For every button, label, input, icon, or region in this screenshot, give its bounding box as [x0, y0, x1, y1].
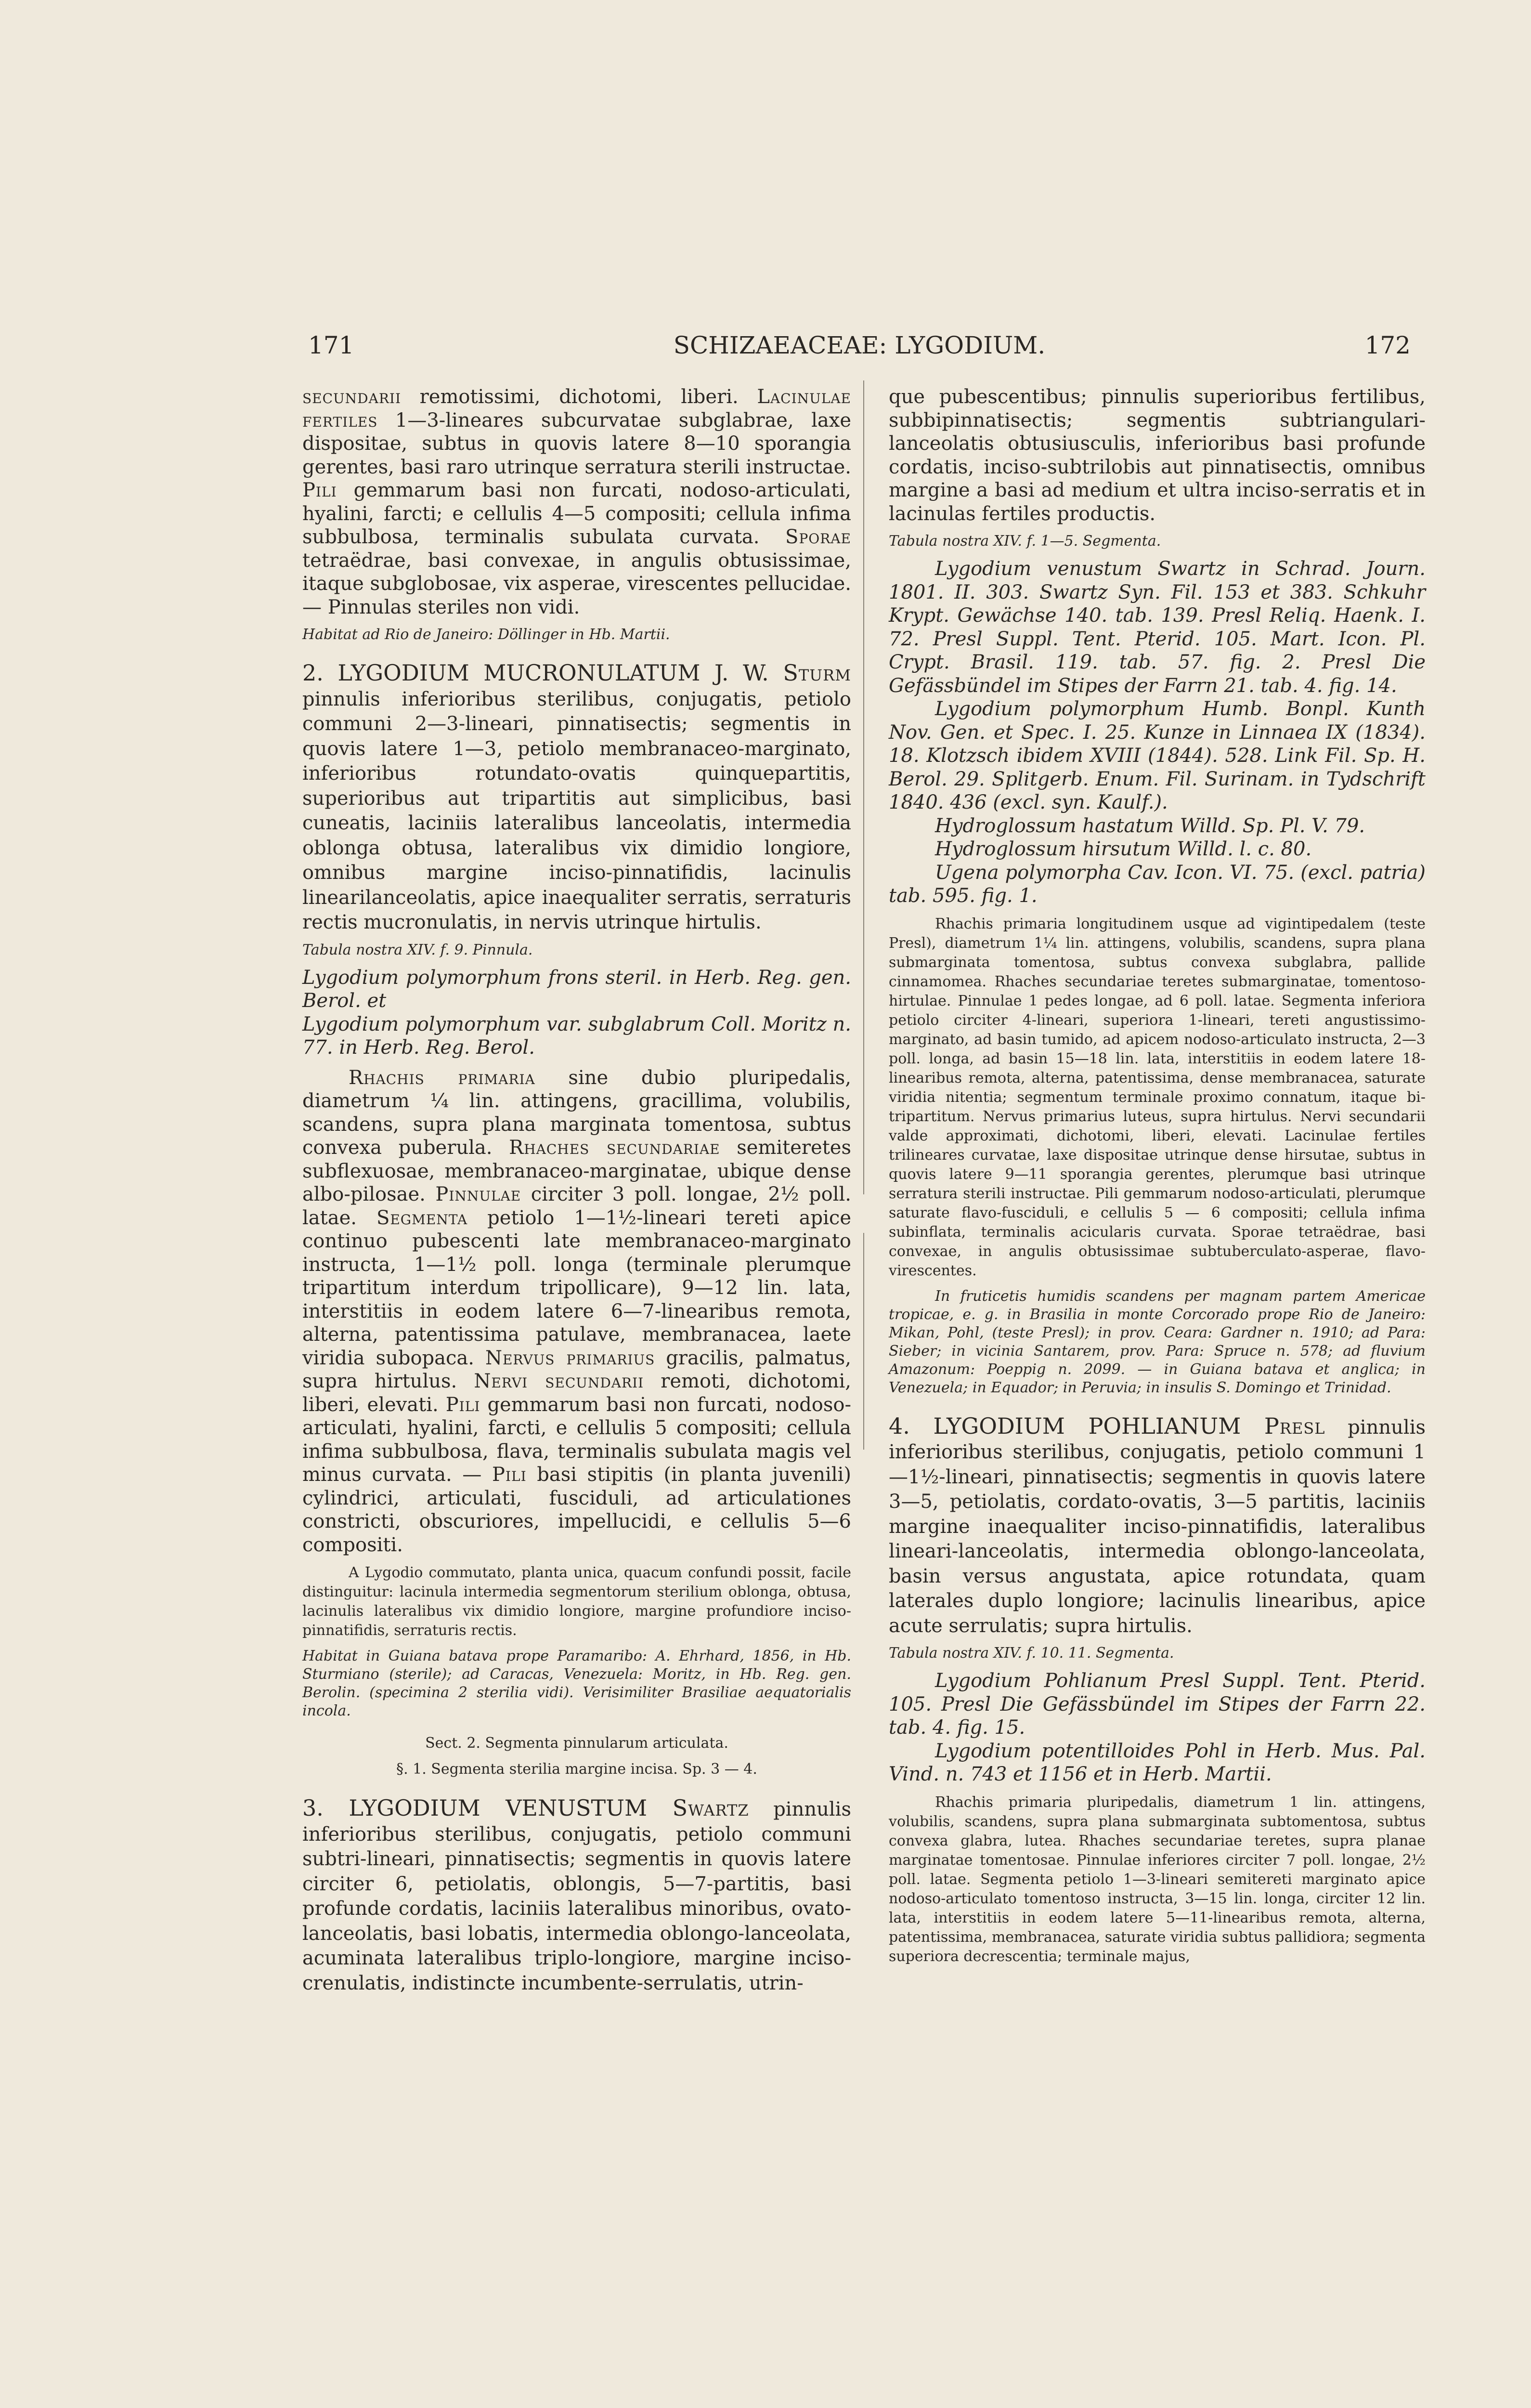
- distinction-note: A Lygodio commutato, planta unica, quacum confundi possit, facile distinguitur: lacinula intermedia segmentorum sterilium oblonga, obtusa, lacinulis lateralibus vix dimidio longiore, margine profundiore inciso-pinnatifidis, serraturis rectis.: [302, 1564, 851, 1639]
- column-divider: [863, 380, 864, 1194]
- synonym: Hydroglossum hastatum Willd. Sp. Pl. V. 79.: [935, 814, 1365, 837]
- author: Swartz: [672, 1795, 749, 1821]
- synonym: Lygodium polymorphum Humb. Bonpl. Kunth Nov. Gen. et Spec. I. 25. Kunze in Linnaea IX (1834). 18. Klotzsch ibidem XVIII (1844). 528. Link Fil. Sp. H. Berol. 29. Splitgerb. Enum. Fil. Surinam. in Tydschrift 1840. 436 (excl. syn. Kaulf.).: [889, 698, 1426, 813]
- species-2-diagnosis: 2. LYGODIUM MUCRONULATUM J. W. Sturm pinnulis inferioribus sterilibus, conjugatis, petiolo communi 2—3-lineari, pinnatisectis; segmentis in quovis latere 1—3, petiolo membranaceo-marginato, inferioribus rotundato-ovatis quinquepartitis, superioribus aut tripartitis aut simplicibus, basi cuneatis, laciniis lateralibus lanceolatis, intermedia oblonga obtusa, lateralibus vix dimidio longiore, omnibus margine inciso-pinnatifidis, lacinulis linearilanceolatis, apice inaequaliter serratis, serraturis rectis mucronulatis, in nervis utrinque hirtulis.: [302, 660, 851, 933]
- species-heading: 3. LYGODIUM VENUSTUM: [302, 1795, 648, 1821]
- synonym: Hydroglossum hirsutum Willd. l. c. 80.: [935, 838, 1312, 860]
- species-1-description: secundarii remotissimi, dichotomi, liberi. Lacinulae fertiles 1—3-lineares subcurvatae subglabrae, laxe dispositae, subtus in quovis latere 8—10 sporangia gerentes, basi raro utrinque serratura sterili instructae. Pili gemmarum basi non furcati, nodoso-articulati, hyalini, farcti; e cellulis 4—5 compositi; cellula infima subbulbosa, terminalis subulata curvata. Sporae tetraëdrae, basi convexae, in angulis obtusissimae, itaque subglobosae, vix asperae, virescentes pellucidae. — Pinnulas steriles non vidi.: [302, 386, 851, 618]
- column-divider: [863, 1233, 864, 1450]
- species-3-diagnosis: 3. LYGODIUM VENUSTUM Swartz pinnulis inferioribus sterilibus, conjugatis, petiolo communi subtri-lineari, pinnatisectis; segmentis in quovis latere circiter 6, petiolatis, oblongis, 5—7-partitis, basi profunde cordatis, laciniis lateralibus minoribus, ovato-lanceolatis, basi lobatis, intermedia oblongo-lanceolata, acuminata lateralibus triplo-longiore, margine inciso-crenulatis, indistincte incumbente-serrulatis, utrin-: [302, 1795, 851, 1994]
- right-column: [889, 385, 1426, 1966]
- synonym: Lygodium polymorphum frons steril. in Herb. Reg. gen. Berol. et: [302, 966, 851, 1012]
- habitat-note: In fruticetis humidis scandens per magnam partem Americae tropicae, e. g. in Brasilia in monte Corcorado prope Rio de Janeiro: Mikan, Pohl, (teste Presl); in prov. Ceara: Gardner n. 1910; ad Para: Sieber; in vicinia Santarem, prov. Para: Spruce n. 578; ad fluvium Amazonum: Poeppig n. 2099. — in Guiana batava et anglica; in Venezuela; in Equador; in Peruvia; in insulis S. Domingo et Trinidad.: [889, 1287, 1426, 1396]
- plate-reference: Tabula nostra XIV. f. 10. 11. Segmenta.: [889, 1645, 1174, 1662]
- author: Sturm: [783, 660, 851, 686]
- left-column: [302, 385, 851, 1995]
- synonym: Ugena polymorpha Cav. Icon. VI. 75. (excl. patria) tab. 595. fig. 1.: [889, 861, 1426, 907]
- author: Presl: [1264, 1413, 1325, 1439]
- habitat-note: Habitat ad Rio de Janeiro: Döllinger in Hb. Martii.: [302, 626, 670, 643]
- species-2-description: Rhachis primaria sine dubio pluripedalis, diametrum ¼ lin. attingens, gracillima, volubilis, scandens, supra plana marginata tomentosa, subtus convexa puberula. Rhaches secundariae semiteretes subflexuosae, membranaceo-marginatae, ubique dense albo-pilosae. Pinnulae circiter 3 poll. longae, 2½ poll. latae. Segmenta petiolo 1—1½-lineari tereti apice continuo pubescenti late membranaceo-marginato instructa, 1—1½ poll. longa (terminale plerumque tripartitum interdum tripollicare), 9—12 lin. lata, interstitiis in eodem latere 6—7-linearibus remota, alterna, patentissima patulave, membranacea, laete viridia subopaca. Nervus primarius gracilis, palmatus, supra hirtulus. Nervi secundarii remoti, dichotomi, liberi, elevati. Pili gemmarum basi non furcati, nodoso-articulati, hyalini, farcti, e cellulis 5 compositi; cellula infima subbulbosa, flava, terminalis subulata magis vel minus curvata. — Pili basi stipitis (in planta juvenili) cylindrici, articulati, fusciduli, ad articulationes constricti, obscuriores, impellucidi, e cellulis 5—6 compositi.: [302, 1066, 852, 1556]
- page-header: [308, 331, 1411, 370]
- species-3-description: Rhachis primaria longitudinem usque ad vigintipedalem (teste Presl), diametrum 1¼ lin. attingens, volubilis, scandens, supra plana submarginata tomentosa, subtus convexa subglabra, pallide cinnamomea. Rhaches secundariae teretes submarginatae, tomentoso-hirtulae. Pinnulae 1 pedes longae, ad 6 poll. latae. Segmenta inferiora petiolo circiter 4-lineari, superiora 1-lineari, tereti angustissimo-marginato, ad basin tumido, ad apicem nodoso-articulato instructa, 2—3 poll. longa, ad basin 15—18 lin. lata, interstitiis in eodem latere 18-linearibus remota, alterna, patentissima, dense membranacea, saturate viridia nitentia; segmentum terminale proximo connatum, itaque bi-tripartitum. Nervus primarius luteus, supra hirtulus. Nervi secundarii valde approximati, dichotomi, liberi, elevati. Lacinulae fertiles trilineares curvatae, laxe dispositae utrinque dense hirsutae, subtus in quovis latere 9—11 sporangia gerentes, plerumque basi utrinque serratura sterili instructae. Pili gemmarum nodoso-articulati, plerumque saturate flavo-fusciduli, e cellulis 5 — 6 compositi; cellula infima subinflata, terminalis acicularis curvata. Sporae tetraëdrae, basi convexae, in angulis obtusissimae subtuberculato-asperae, flavo-virescentes.: [889, 915, 1426, 1279]
- paragraph-heading: §. 1. Segmenta sterilia margine incisa. Sp. 3 — 4.: [396, 1761, 757, 1778]
- species-heading: 2. LYGODIUM MUCRONULATUM J. W.: [302, 660, 769, 686]
- species-4-description: Rhachis primaria pluripedalis, diametrum 1 lin. attingens, volubilis, scandens, supra plana submarginata subtomentosa, subtus convexa glabra, lutea. Rhaches secundariae teretes, supra planae marginatae tomentosae. Pinnulae inferiores circiter 7 poll. longae, 2½ poll. latae. Segmenta petiolo 1—3-lineari semitereti marginato apice nodoso-articulato tomentoso instructa, 3—15 lin. longa, circiter 12 lin. lata, interstitiis in eodem latere 5—11-linearibus remota, alterna, patentissima, membranacea, saturate viridia subtus pallidiora; segmenta superiora decrescentia; terminale majus,: [889, 1793, 1426, 1965]
- page-number-right: 172: [1364, 331, 1411, 359]
- synonym: Lygodium potentilloides Pohl in Herb. Mus. Pal. Vind. n. 743 et 1156 et in Herb. Martii.: [889, 1740, 1426, 1785]
- plate-reference: Tabula nostra XIV. f. 9. Pinnula.: [302, 941, 533, 958]
- species-4-diagnosis: 4. LYGODIUM POHLIANUM Presl pinnulis inferioribus sterilibus, conjugatis, petiolo communi 1—1½-lineari, pinnatisectis; segmentis in quovis latere 3—5, petiolatis, cordato-ovatis, 3—5 partitis, laciniis margine inaequaliter inciso-pinnatifidis, lateralibus lineari-lanceolatis, intermedia oblongo-lanceolata, basin versus angustata, apice rotundata, quam laterales duplo longiore; lacinulis linearibus, apice acute serrulatis; supra hirtulis.: [889, 1413, 1426, 1637]
- page-number-left: 171: [308, 331, 354, 359]
- species-3-diagnosis-cont: que pubescentibus; pinnulis superioribus fertilibus, subbipinnatisectis; segmentis subtriangulari-lanceolatis obtusiusculis, inferioribus basi profunde cordatis, inciso-subtrilobis aut pinnatisectis, omnibus margine a basi ad medium et ultra inciso-serratis et in lacinulas fertiles productis.: [889, 386, 1426, 525]
- species-heading: 4. LYGODIUM POHLIANUM: [889, 1413, 1241, 1439]
- synonym: Lygodium polymorphum var. subglabrum Coll. Moritz n. 77. in Herb. Reg. Berol.: [302, 1013, 851, 1059]
- synonym: Lygodium Pohlianum Presl Suppl. Tent. Pterid. 105. Presl Die Gefässbündel im Stipes der Farrn 22. tab. 4. fig. 15.: [889, 1670, 1426, 1739]
- habitat-note: Habitat in Guiana batava prope Paramaribo: A. Ehrhard, 1856, in Hb. Sturmiano (sterile); ad Caracas, Venezuela: Moritz, in Hb. Reg. gen. Berolin. (specimina 2 sterilia vidi). Verisimiliter Brasiliae aequatorialis incola.: [302, 1648, 851, 1719]
- section-heading: Sect. 2. Segmenta pinnularum articulata.: [425, 1735, 728, 1752]
- plate-reference: Tabula nostra XIV. f. 1—5. Segmenta.: [889, 533, 1161, 550]
- running-title: SCHIZAEACEAE: LYGODIUM.: [673, 331, 1046, 359]
- synonym: Lygodium venustum Swartz in Schrad. Journ. 1801. II. 303. Swartz Syn. Fil. 153 et 383. Schkuhr Krypt. Gewächse 140. tab. 139. Presl Reliq. Haenk. I. 72. Presl Suppl. Tent. Pterid. 105. Mart. Icon. Pl. Crypt. Brasil. 119. tab. 57. fig. 2. Presl Die Gefässbündel im Stipes der Farrn 21. tab. 4. fig. 14.: [889, 558, 1426, 697]
